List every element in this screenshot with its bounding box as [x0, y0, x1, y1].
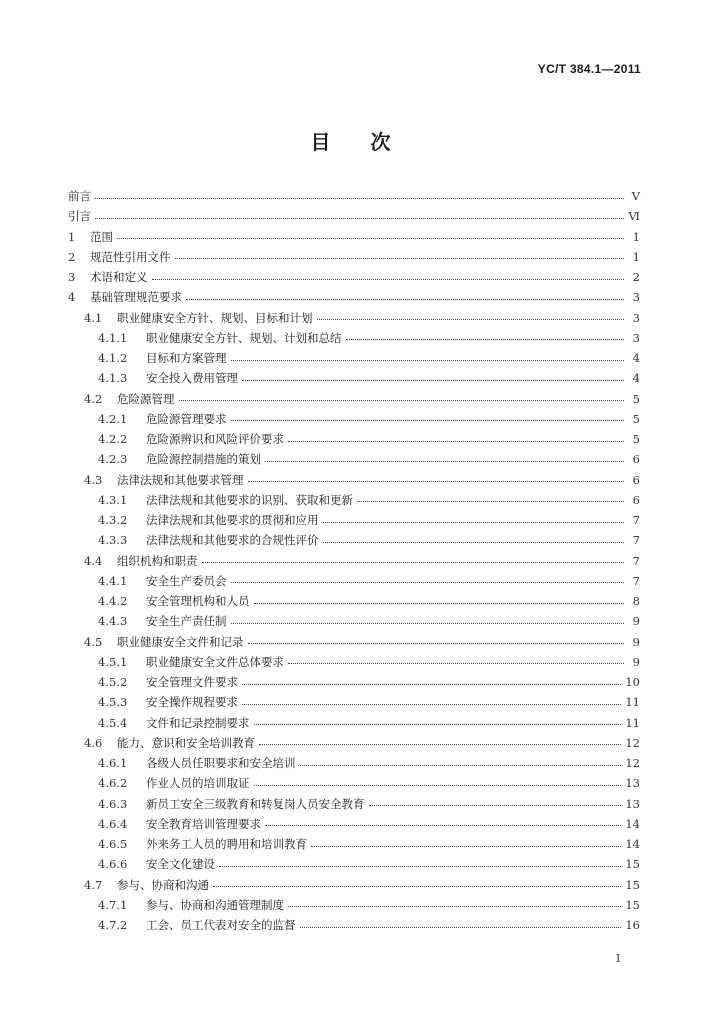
toc-entry-number: 4.3.3 [98, 533, 128, 548]
toc-entry-page: 7 [632, 553, 640, 568]
toc-entry[interactable] [68, 834, 640, 854]
dot-leader [152, 279, 625, 280]
toc-entry-page: 2 [632, 270, 640, 284]
toc-entry-label: 安全教育培训管理要求 [146, 816, 261, 831]
toc-entry-page: 3 [632, 290, 640, 305]
toc-entry-label: 术语和定义 [90, 270, 148, 284]
toc-entry-number: 4.3.2 [98, 513, 128, 527]
toc-entry-label: 危险源管理 [117, 391, 175, 406]
toc-entry-number: 4.4.3 [98, 614, 128, 629]
toc-entry[interactable] [68, 328, 640, 348]
toc-entry-number: 4.6.5 [98, 837, 128, 851]
toc-entry-label: 作业人员的培训取证 [146, 776, 250, 791]
toc-entry-page: 11 [625, 715, 640, 730]
toc-entry-page: 4 [632, 371, 640, 386]
dot-leader [242, 704, 621, 705]
toc-entry-page: 12 [625, 756, 640, 770]
toc-entry[interactable] [68, 490, 640, 510]
toc-entry-page: 5 [632, 411, 640, 426]
standard-code: YC/T 384.1—2011 [537, 62, 641, 76]
toc-entry-label: 目标和方案管理 [146, 351, 227, 365]
dot-leader [369, 805, 622, 806]
toc-entry-number: 4.6.1 [98, 756, 128, 770]
toc-entry-number: 4.1.3 [98, 371, 128, 386]
dot-leader [231, 582, 625, 583]
toc-entry[interactable] [68, 287, 640, 307]
toc-entry-label: 职业健康安全方针、规划、计划和总结 [146, 330, 342, 345]
toc-entry-page: 15 [625, 897, 640, 912]
toc-entry-number: 4.6.2 [98, 776, 128, 791]
toc-entry-number: 4.3.1 [98, 492, 128, 507]
toc-entry[interactable] [68, 429, 640, 449]
toc-entry-label: 安全管理机构和人员 [146, 594, 250, 608]
dot-leader [323, 522, 625, 523]
toc-entry-number: 4.2.3 [98, 452, 128, 467]
dot-leader [300, 927, 622, 928]
toc-entry-label: 法律法规和其他要求管理 [117, 472, 244, 487]
toc-entry-number: 3 [68, 270, 76, 284]
toc-entry-page: 14 [625, 837, 640, 851]
dot-leader [213, 886, 621, 887]
toc-entry-number: 4.5.2 [98, 675, 128, 689]
dot-leader [265, 825, 621, 826]
toc-entry-page: 3 [632, 330, 640, 345]
dot-leader [254, 603, 625, 604]
toc-entry[interactable] [68, 915, 640, 935]
toc-entry-label: 新员工安全三级教育和转复岗人员安全教育 [146, 796, 365, 811]
toc-entry-page: 12 [625, 735, 640, 750]
toc-entry-label: 安全文化建设 [146, 857, 215, 872]
toc-entry-number: 4.5.3 [98, 695, 128, 710]
toc-entry-page: 5 [632, 432, 640, 446]
dot-leader [323, 542, 625, 543]
page-number: I [616, 952, 621, 965]
toc-entry[interactable] [68, 753, 640, 773]
dot-leader [175, 258, 625, 259]
toc-entry-page: 9 [632, 654, 640, 669]
toc-entry-page: 7 [632, 533, 640, 548]
toc-entry-number: 4.4 [84, 553, 103, 568]
toc-entry-number: 4.6 [84, 735, 103, 750]
dot-leader [179, 400, 625, 401]
toc-entry-number: 4.3 [84, 472, 103, 487]
toc-entry-page: 6 [632, 452, 640, 467]
toc-entry-page: 15 [625, 877, 640, 892]
toc-entry-number: 1 [68, 229, 76, 244]
toc-entry[interactable] [68, 308, 640, 328]
dot-leader [95, 198, 624, 199]
toc-entry-label: 危险源控制措施的策划 [146, 452, 261, 467]
toc-entry-number: 4.6.3 [98, 796, 128, 811]
dot-leader [248, 481, 625, 482]
toc-entry[interactable] [68, 652, 640, 672]
toc-entry-number: 4.7.2 [98, 918, 128, 932]
toc-entry[interactable] [68, 713, 640, 733]
toc-entry-label: 法律法规和其他要求的合规性评价 [146, 533, 319, 548]
dot-leader [288, 663, 624, 664]
toc-entry[interactable] [68, 733, 640, 753]
dot-leader [248, 643, 625, 644]
toc-entry-number: 2 [68, 249, 76, 264]
toc-entry-page: 6 [632, 472, 640, 487]
dot-leader [357, 501, 624, 502]
toc-entry-page: 3 [632, 310, 640, 325]
toc-entry-label: 各级人员任职要求和安全培训 [146, 756, 296, 770]
dot-leader [259, 744, 621, 745]
dot-leader [242, 380, 624, 381]
toc-entry-page: 7 [632, 573, 640, 588]
dot-leader [231, 360, 625, 361]
toc-entry-page: 14 [625, 816, 640, 831]
toc-entry-number: 4.6.6 [98, 857, 128, 872]
toc-entry-page: 4 [632, 351, 640, 365]
toc-entry-label: 能力、意识和安全培训教育 [117, 735, 255, 750]
toc-entry-label: 前言 [68, 189, 91, 203]
toc-entry-page: 9 [632, 614, 640, 629]
dot-leader [95, 218, 624, 219]
toc-entry-label: 规范性引用文件 [90, 249, 171, 264]
dot-leader [254, 724, 622, 725]
toc-entry-label: 外来务工人员的聘用和培训教育 [146, 837, 307, 851]
toc-entry-number: 4.2.2 [98, 432, 128, 446]
toc-entry-page: 15 [625, 857, 640, 872]
toc-entry-label: 安全生产委员会 [146, 573, 227, 588]
toc-entry-number: 4.4.1 [98, 573, 128, 588]
toc-entry[interactable] [68, 247, 640, 267]
toc-entry-label: 引言 [68, 209, 91, 224]
toc-entry-number: 4.2 [84, 391, 103, 406]
toc-entry[interactable] [68, 186, 640, 206]
dot-leader [311, 846, 621, 847]
toc-entry[interactable] [68, 854, 640, 874]
toc-entry[interactable] [68, 206, 640, 226]
dot-leader [300, 765, 622, 766]
toc-entry[interactable] [68, 470, 640, 490]
toc-entry-label: 基础管理规范要求 [90, 290, 182, 305]
dot-leader [288, 906, 621, 907]
toc-entry-number: 4.5.1 [98, 654, 128, 669]
toc-entry-page: 5 [632, 391, 640, 406]
toc-entry-label: 职业健康安全文件和记录 [117, 634, 244, 649]
dot-leader [186, 299, 624, 300]
toc-entry[interactable] [68, 571, 640, 591]
toc-entry-page: 7 [632, 513, 640, 527]
toc-entry[interactable] [68, 814, 640, 834]
toc-entry-label: 职业健康安全方针、规划、目标和计划 [117, 310, 313, 325]
dot-leader [254, 785, 622, 786]
toc-entry-number: 4.1.2 [98, 351, 128, 365]
toc-entry[interactable] [68, 348, 640, 368]
toc-entry[interactable] [68, 632, 640, 652]
dot-leader [317, 319, 625, 320]
dot-leader [231, 420, 625, 421]
toc-entry-label: 参与、协商和沟通管理制度 [146, 897, 284, 912]
toc-entry-page: 11 [625, 695, 640, 710]
toc-entry-label: 安全操作规程要求 [146, 695, 238, 710]
toc-entry-label: 范围 [90, 229, 113, 244]
toc-entry-number: 4.5 [84, 634, 103, 649]
toc-entry[interactable] [68, 672, 640, 692]
toc-entry[interactable] [68, 875, 640, 895]
toc-entry-page: 9 [632, 634, 640, 649]
toc-entry-number: 4.6.4 [98, 816, 128, 831]
toc-entry-number: 4 [68, 290, 76, 305]
toc-entry[interactable] [68, 389, 640, 409]
toc-entry-label: 职业健康安全文件总体要求 [146, 654, 284, 669]
toc-entry-label: 参与、协商和沟通 [117, 877, 209, 892]
toc-entry[interactable] [68, 510, 640, 530]
table-of-contents [68, 186, 640, 935]
toc-entry-label: 安全生产责任制 [146, 614, 227, 629]
toc-entry-page: 1 [632, 249, 640, 264]
dot-leader [265, 461, 624, 462]
toc-entry-page: 8 [632, 594, 640, 608]
toc-entry-page: 16 [625, 918, 640, 932]
toc-entry[interactable] [68, 551, 640, 571]
toc-entry-number: 4.2.1 [98, 411, 128, 426]
toc-entry[interactable] [68, 692, 640, 712]
dot-leader [288, 441, 624, 442]
toc-entry[interactable] [68, 895, 640, 915]
dot-leader [231, 623, 625, 624]
toc-entry[interactable] [68, 773, 640, 793]
toc-entry[interactable] [68, 368, 640, 388]
toc-entry-number: 4.7.1 [98, 897, 128, 912]
toc-entry[interactable] [68, 591, 640, 611]
dot-leader [242, 684, 621, 685]
toc-entry[interactable] [68, 530, 640, 550]
page-title: 目次 [310, 130, 431, 154]
toc-entry-label: 安全投入费用管理 [146, 371, 238, 386]
dot-leader [117, 238, 624, 239]
toc-entry[interactable] [68, 267, 640, 287]
toc-entry-number: 4.7 [84, 877, 103, 892]
toc-entry-label: 危险源辨识和风险评价要求 [146, 432, 284, 446]
toc-entry[interactable] [68, 794, 640, 814]
toc-entry-label: 法律法规和其他要求的贯彻和应用 [146, 513, 319, 527]
dot-leader [346, 339, 625, 340]
toc-entry[interactable] [68, 409, 640, 429]
toc-entry-page: 10 [625, 675, 640, 689]
toc-entry[interactable] [68, 227, 640, 247]
toc-entry-page: 13 [625, 796, 640, 811]
toc-entry-number: 4.1 [84, 310, 103, 325]
toc-entry-label: 组织机构和职责 [117, 553, 198, 568]
toc-entry-page: 13 [625, 776, 640, 791]
dot-leader [219, 866, 621, 867]
toc-entry-page: V [631, 189, 640, 203]
toc-entry-page: 1 [632, 229, 640, 244]
toc-entry-number: 4.5.4 [98, 715, 128, 730]
toc-entry-number: 4.1.1 [98, 330, 128, 345]
toc-entry-label: 文件和记录控制要求 [146, 715, 250, 730]
toc-entry-label: 安全管理文件要求 [146, 675, 238, 689]
toc-entry-number: 4.4.2 [98, 594, 128, 608]
toc-entry-label: 工会、员工代表对安全的监督 [146, 918, 296, 932]
toc-entry[interactable] [68, 611, 640, 631]
toc-entry-label: 危险源管理要求 [146, 411, 227, 426]
dot-leader [202, 562, 625, 563]
toc-entry-page: Ⅵ [628, 209, 640, 224]
toc-entry-page: 6 [632, 492, 640, 507]
toc-entry[interactable] [68, 449, 640, 469]
toc-entry-label: 法律法规和其他要求的识别、获取和更新 [146, 492, 353, 507]
